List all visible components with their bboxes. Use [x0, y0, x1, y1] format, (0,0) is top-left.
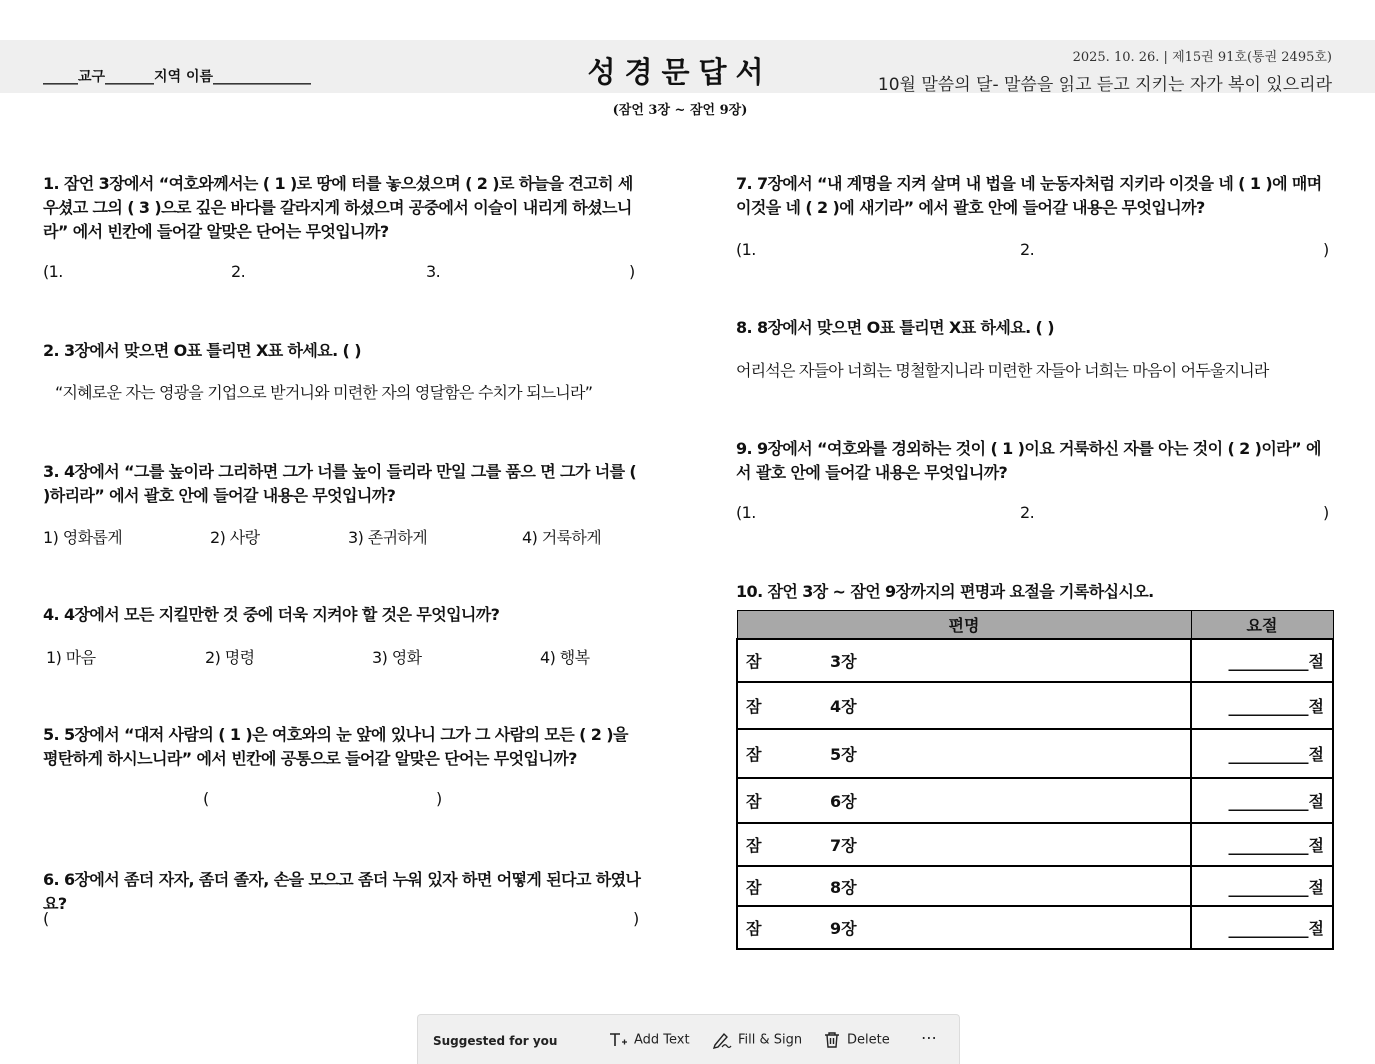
book-cell: 잠 — [746, 792, 762, 811]
option-3-3: 3) 존귀하게 — [348, 528, 428, 547]
table-row — [737, 729, 1333, 778]
chapter-cell: 5장 — [830, 745, 857, 764]
table-row — [737, 906, 1333, 949]
name-fields: _____교구_______지역 이름______________ — [43, 69, 312, 85]
chapter-cell: 4장 — [830, 697, 857, 716]
suggested-toolbar — [417, 1014, 960, 1064]
chapter-cell: 3장 — [830, 652, 857, 671]
table-row — [737, 778, 1333, 823]
issue-info: 2025. 10. 26. | 제15권 91호(통권 2495호) — [1072, 50, 1332, 65]
chapter-cell: 9장 — [830, 919, 857, 938]
verse-cell[interactable]: __________절 — [1191, 823, 1333, 866]
question-5: 5. 5장에서 “대저 사람의 ( 1 )은 여호와의 눈 앞에 있나니 그가 그 사람의 모든 ( 2 )을 평탄하게 하시느니라” 에서 빈칸에 공통으로 들어갈 알맞은 단어는 무엇입니까? — [43, 725, 628, 768]
statement-8: 어리석은 자들아 너희는 명철할지니라 미련한 자들아 너희는 마음이 어두울지니라 — [736, 361, 1269, 380]
chapter-cell: 7장 — [830, 836, 857, 855]
answer-line-7 — [736, 240, 1332, 262]
verse-cell[interactable]: __________절 — [1191, 639, 1333, 682]
answer-open: (1. — [43, 262, 63, 281]
option-3-2: 2) 사랑 — [210, 528, 260, 547]
question-4: 4. 4장에서 모든 지킬만한 것 중에 더욱 지켜야 할 것은 무엇입니까? — [43, 605, 500, 624]
answer-close: ) — [629, 262, 635, 281]
fill-sign-button[interactable] — [712, 1031, 802, 1049]
table-row — [737, 682, 1333, 729]
answer-blank-2: 2. — [1020, 240, 1035, 259]
answer-line-1 — [43, 262, 637, 284]
answer-open: (1. — [736, 240, 756, 259]
question-8: 8. 8장에서 맞으면 O표 틀리면 X표 하세요. ( ) — [736, 318, 1054, 337]
question-3: 3. 4장에서 “그를 높이라 그리하면 그가 너를 높이 들리라 만일 그를 품으 면 그가 너를 ( )하리라” 에서 괄호 안에 들어갈 내용은 무엇입니까? — [43, 462, 637, 505]
answer-blank-3: 3. — [426, 262, 441, 281]
option-4-2: 2) 명령 — [205, 648, 255, 667]
chapter-cell: 8장 — [830, 877, 857, 897]
page-subtitle: (잠언 3장 ~ 잠언 9장) — [612, 103, 748, 118]
chapter-cell: 6장 — [830, 792, 857, 811]
option-4-1: 1) 마음 — [46, 648, 96, 667]
verse-cell[interactable]: __________절 — [1191, 729, 1333, 778]
suggested-label: Suggested for you — [433, 1034, 558, 1048]
answer-open-5: ( — [203, 789, 209, 808]
option-3-1: 1) 영화롭게 — [43, 528, 123, 547]
verse-cell[interactable]: __________절 — [1191, 778, 1333, 823]
answer-open-6: ( — [43, 909, 49, 928]
answer-line-9 — [736, 503, 1332, 525]
table-row — [737, 639, 1333, 682]
question-10: 10. 잠언 3장 ~ 잠언 9장까지의 편명과 요절을 기록하십시오. — [736, 582, 1154, 601]
book-cell: 잠 — [746, 697, 762, 716]
answer-blank-2: 2. — [231, 262, 246, 281]
book-cell: 잠 — [746, 745, 762, 764]
delete-button[interactable] — [823, 1031, 890, 1049]
option-4-4: 4) 행복 — [540, 648, 590, 667]
column-header-verse: 요절 — [1191, 611, 1333, 640]
add-text-button[interactable] — [608, 1031, 690, 1049]
question-6: 6. 6장에서 좀더 자자, 좀더 졸자, 손을 모으고 좀더 누워 있자 하면 어떻게 된다고 하였나요? — [43, 870, 641, 913]
option-4-3: 3) 영화 — [372, 648, 422, 667]
verse-cell[interactable]: __________절 — [1191, 682, 1333, 729]
book-cell: 잠 — [746, 836, 762, 855]
column-header-book: 편명 — [737, 611, 1191, 640]
viewer-top-gap — [0, 0, 1375, 40]
monthly-motto: 10월 말씀의 달- 말씀을 읽고 듣고 지키는 자가 복이 있으리라 — [877, 75, 1332, 95]
trash-icon — [823, 1031, 841, 1049]
answer-open: (1. — [736, 503, 756, 522]
question-1: 1. 잠언 3장에서 “여호와께서는 ( 1 )로 땅에 터를 놓으셨으며 ( 2 )로 하늘을 견고히 세우셨고 그의 ( 3 )으로 깊은 바다를 갈라지게 하셨으며 공중에서 이슬이 내리게 하셨느니라” 에서 빈칸에 들어갈 알맞은 단어는 무엇입니까? — [43, 174, 633, 241]
add-text-icon — [608, 1031, 628, 1049]
option-3-4: 4) 거룩하게 — [522, 528, 602, 547]
more-options-icon[interactable]: ⋯ — [921, 1028, 937, 1047]
statement-2: “지혜로운 자는 영광을 기업으로 받거니와 미련한 자의 영달함은 수치가 되느니라” — [55, 383, 593, 402]
table-row — [737, 823, 1333, 866]
book-verse-table — [736, 610, 1334, 950]
answer-close: ) — [1323, 503, 1329, 522]
question-2: 2. 3장에서 맞으면 O표 틀리면 X표 하세요. ( ) — [43, 341, 361, 360]
answer-close: ) — [1323, 240, 1329, 259]
delete-label: Delete — [847, 1032, 890, 1048]
fill-sign-label: Fill & Sign — [738, 1032, 803, 1048]
verse-cell[interactable]: __________절 — [1191, 906, 1333, 949]
answer-blank-2: 2. — [1020, 503, 1035, 522]
page-title: 성경문답서 — [587, 55, 773, 89]
answer-close-5: ) — [436, 789, 442, 808]
verse-cell[interactable]: __________절 — [1191, 866, 1333, 906]
book-cell: 잠 — [746, 877, 762, 897]
fill-sign-icon — [712, 1031, 732, 1049]
add-text-label: Add Text — [634, 1032, 690, 1048]
table-row — [737, 866, 1333, 906]
question-9: 9. 9장에서 “여호와를 경외하는 것이 ( 1 )이요 거룩하신 자를 아는 것이 ( 2 )이라” 에서 괄호 안에 들어갈 내용은 무엇입니까? — [736, 439, 1321, 482]
answer-close-6: ) — [633, 909, 639, 928]
question-7: 7. 7장에서 “내 계명을 지켜 살며 내 법을 네 눈동자처럼 지키라 이것을 네 ( 1 )에 매며 이것을 네 ( 2 )에 새기라” 에서 괄호 안에 들어갈 내용은 무엇입니까? — [736, 174, 1322, 217]
book-cell: 잠 — [746, 919, 762, 938]
book-cell: 잠 — [746, 652, 762, 671]
